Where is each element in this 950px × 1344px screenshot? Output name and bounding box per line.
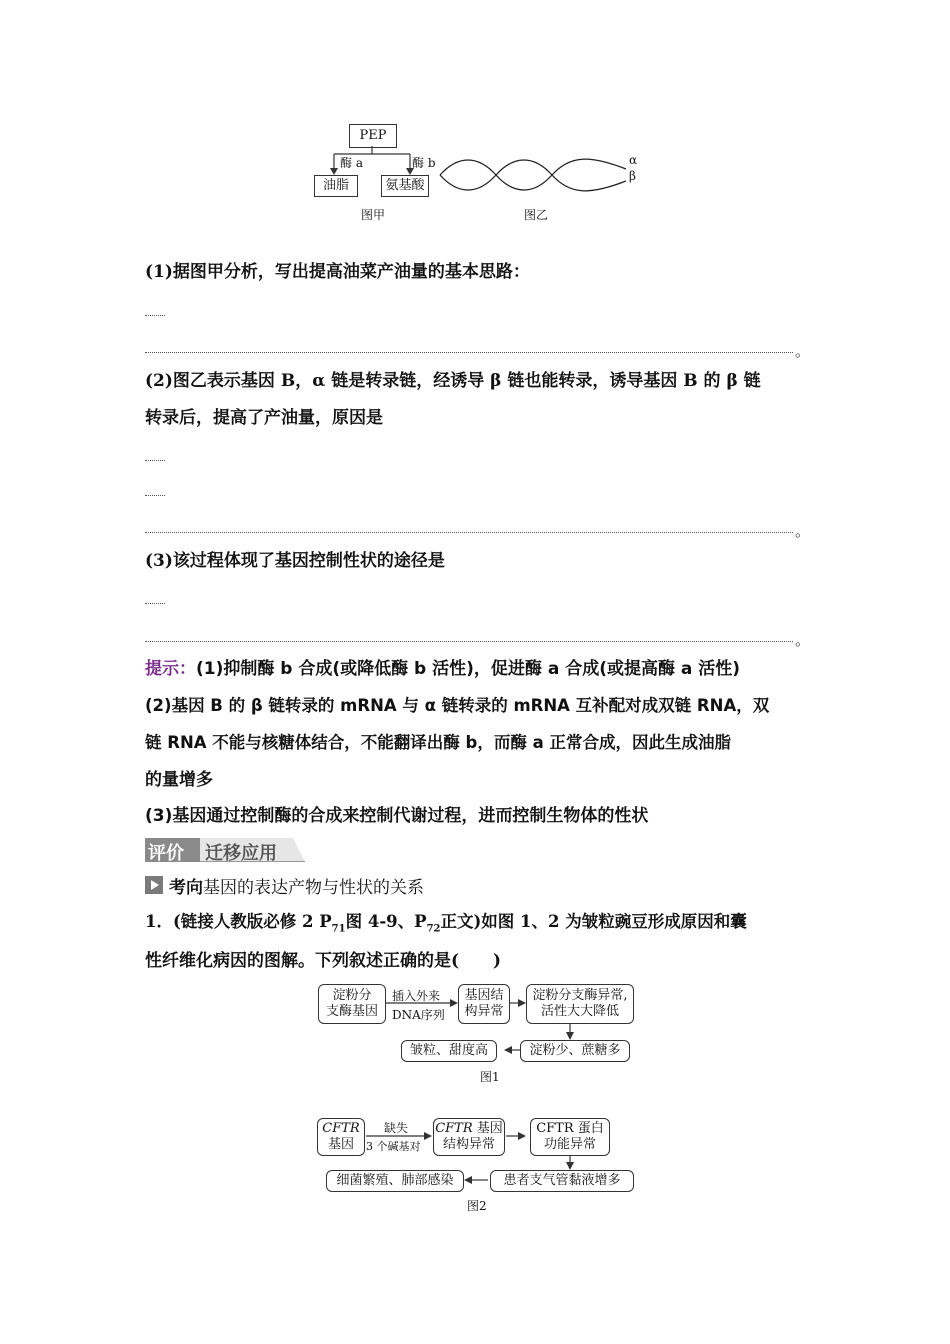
problem-1-part: 图 4-9、P [345,912,427,931]
answer-line-dots [145,495,165,496]
pep-box: PEP [349,124,397,148]
answer-line-dots [145,460,165,461]
direction-label: 考向 [169,877,203,898]
fig2-box-gene [317,1118,365,1156]
hint-line-2: (2)基因 B 的 β 链转录的 mRNA 与 α 链转录的 mRNA 互补配对成双链 RNA，双 [145,696,770,715]
hint-text: (1)抑制酶 b 合成(或降低酶 b 活性)，促进酶 a 合成(或提高酶 a 活性) [196,659,741,679]
box-text: 淀粉分 [332,988,372,1003]
fig1-box-structure [458,984,510,1024]
amino-acid-box: 氨基酸 [381,175,429,197]
period: 。 [795,522,811,540]
box-text: 基因 [472,1121,503,1136]
problem-1-line1 [145,911,747,940]
dna-double-helix [438,155,628,195]
oil-box: 油脂 [314,175,358,197]
period: 。 [795,342,811,360]
hint-line-1 [145,658,740,680]
hint-line-4: 的量增多 [145,770,213,790]
figure-b-caption: 图乙 [524,208,549,222]
period: 。 [795,631,811,649]
hint-line-5: (3)基因通过控制酶的合成来控制代谢过程，进而控制生物体的性状 [145,806,649,826]
fig1-arrow-top: 插入外来 [392,989,441,1003]
box-text [435,1121,503,1137]
answer-line [145,532,793,533]
question-1: (1)据图甲分析，写出提高油菜产油量的基本思路： [145,262,530,282]
play-icon [145,876,163,894]
answer-line-dots [145,315,165,316]
page-sub: 71 [331,923,346,935]
box-text: 支酶基因 [325,1004,378,1019]
banner-transfer: 迁移应用 [205,843,277,864]
fig2-arrow-bottom: 3 个碱基对 [366,1140,421,1153]
fig2-box-protein [530,1118,610,1156]
question-3: (3)该过程体现了基因控制性状的途径是 [145,551,445,571]
fig2-box-structure [433,1118,505,1156]
hint-line-3: 链 RNA 不能与核糖体结合，不能翻译出酶 b，而酶 a 正常合成，因此生成油脂 [145,733,731,752]
fig2-caption: 图2 [467,1199,487,1213]
fig1-box-enzyme [526,984,634,1024]
enzyme-b-label: 酶 b [412,156,436,170]
box-text: CFTR [322,1121,360,1136]
answer-line [145,641,793,642]
fig2-box-mucus: 患者支气管黏液增多 [490,1170,634,1192]
banner-evaluate: 评价 [148,843,184,864]
problem-1-line2: 性纤维化病因的图解。下列叙述正确的是( ) [145,951,502,971]
hint-label: 提示： [145,659,196,679]
figure-a-caption: 图甲 [361,208,386,222]
fig1-box-gene [318,984,386,1024]
beta-label: β [629,169,636,183]
enzyme-a-label: 酶 a [340,156,363,170]
fig1-caption: 图1 [480,1070,500,1084]
question-2-line2: 转录后，提高了产油量，原因是 [145,408,383,428]
cftr-italic: CFTR [435,1121,473,1136]
fig1-box-starch: 淀粉少、蔗糖多 [520,1040,630,1062]
box-text: 基因 [327,1137,354,1152]
alpha-label: α [629,153,638,167]
box-text: CFTR 蛋白 [536,1121,604,1136]
page-sub: 72 [426,923,441,935]
box-text: 活性大大降低 [540,1004,619,1019]
answer-line-dots [145,603,165,604]
box-text: 淀粉分支酶异常, [532,988,628,1003]
fig2-box-infection: 细菌繁殖、肺部感染 [326,1170,464,1192]
box-text: 基因结 [464,988,504,1003]
problem-1-part: 1．(链接人教版必修 2 P [145,912,332,931]
answer-line [145,352,793,353]
fig1-arrow-bottom: DNA序列 [392,1008,445,1022]
problem-1-part: 正文)如图 1、2 为皱粒豌豆形成原因和囊 [440,912,747,931]
direction-row [145,874,424,896]
direction-text: 基因的表达产物与性状的关系 [203,877,424,898]
box-text: 结构异常 [442,1137,495,1152]
section-banner [145,838,305,862]
fig2-arrow-top: 缺失 [384,1121,409,1135]
fig1-box-wrinkled: 皱粒、甜度高 [401,1040,497,1062]
box-text: 构异常 [464,1004,504,1019]
box-text: 功能异常 [543,1137,596,1152]
question-2-line1: (2)图乙表示基因 B，α 链是转录链，经诱导 β 链也能转录，诱导基因 B 的 β 链 [145,371,761,391]
